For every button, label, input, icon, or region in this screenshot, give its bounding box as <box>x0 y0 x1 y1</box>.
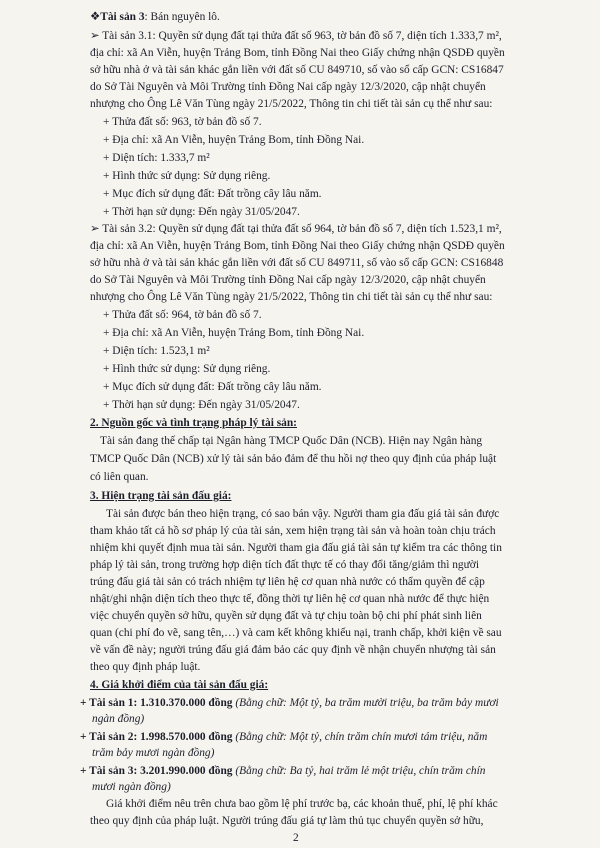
asset31-detail-term: + Thời hạn sử dụng: Đến ngày 31/05/2047. <box>103 206 300 218</box>
section4-closing-2: theo quy định của pháp luật. Người trúng đấu giá tự làm thủ tục chuyển quyền sở hữu, <box>90 815 484 827</box>
section3-line-8: quan (chi phí đo vẽ, sang tên,…) và cam kết không khiếu nại, tranh chấp, khởi kiện về sau <box>90 627 502 639</box>
asset32-detail-term: + Thời hạn sử dụng: Đến ngày 31/05/2047. <box>103 399 300 411</box>
asset32-detail-area: + Diện tích: 1.523,1 m² <box>103 345 210 357</box>
arrow-bullet-icon: ➢ <box>90 30 103 42</box>
price-asset-1 <box>80 696 499 710</box>
section4-heading: 4. Giá khởi điểm của tài sản đấu giá: <box>90 679 269 691</box>
asset3-label: Tài sản 3 <box>100 11 145 23</box>
asset32-detail-parcel: + Thửa đất số: 964, tờ bản đồ số 7. <box>103 309 262 321</box>
price-asset-3-words: (Bằng chữ: Ba tỷ, hai trăm lẻ một triệu, chín trăm chín <box>235 765 486 777</box>
section3-heading: 3. Hiện trạng tài sản đấu giá: <box>90 490 232 502</box>
section2-heading: 2. Nguồn gốc và tình trạng pháp lý tài sản: <box>90 417 297 429</box>
price-asset-3-label: + Tài sản 3: 3.201.990.000 đồng <box>80 765 233 777</box>
asset32-line-3: sở hữu nhà ở và tài sản khác gắn liền với đất số CU 849711, số vào sổ cấp GCN: CS16848 <box>90 257 504 269</box>
section3-line-1: Tài sản được bán theo hiện trạng, có sao bán vậy. Người tham gia đấu giá tài sản được <box>106 508 500 520</box>
price-asset-2 <box>80 730 487 744</box>
section3-line-7: việc chuyển quyền sở hữu, quyền sử dụng đất và tự chịu toàn bộ chi phí phát sinh liên <box>90 610 482 622</box>
asset31-line-5: nhượng cho Ông Lê Văn Tùng ngày 21/5/2022, Thông tin chi tiết tài sản cụ thể như sau: <box>90 98 493 110</box>
asset31-line-1: ➢ Tài sản 3.1: Quyền sử dụng đất tại thửa đất số 963, tờ bản đồ số 7, diện tích 1.333,7 m², <box>90 30 502 42</box>
price-asset-1-words-cont: ngàn đồng) <box>92 713 145 725</box>
price-asset-2-words-cont: trăm bảy mươi ngàn đồng) <box>92 747 215 759</box>
asset32-line-1: ➢ Tài sản 3.2: Quyền sử dụng đất tại thửa đất số 964, tờ bản đồ số 7, diện tích 1.523,1 m², <box>90 223 502 235</box>
asset31-detail-area: + Diện tích: 1.333,7 m² <box>103 152 210 164</box>
asset31-detail-usage-form: + Hình thức sử dụng: Sử dụng riêng. <box>103 170 271 182</box>
section3-line-5: trúng đấu giá tài sản có trách nhiệm tự liên hệ cơ quan nhà nước có thẩm quyền để cập <box>90 576 485 588</box>
section3-line-10: theo quy định pháp luật. <box>90 661 201 673</box>
arrow-bullet-icon: ➢ <box>90 223 103 235</box>
asset31-detail-address: + Địa chỉ: xã An Viễn, huyện Trảng Bom, tỉnh Đồng Nai. <box>103 134 365 146</box>
price-asset-3 <box>80 764 485 778</box>
section3-line-6: nhật/ghi nhận diện tích theo thực tế, đồng thời tự liên hệ cơ quan nhà nước để thực hiện <box>90 593 490 605</box>
asset32-line-5: nhượng cho Ông Lê Văn Tùng ngày 21/5/2022, Thông tin chi tiết tài sản cụ thể như sau: <box>90 291 493 303</box>
asset31-line-3: sở hữu nhà ở và tài sản khác gắn liền với đất số CU 849710, số vào sổ cấp GCN: CS16847 <box>90 64 504 76</box>
section4-closing-1: Giá khởi điểm nêu trên chưa bao gồm lệ phí trước bạ, các khoản thuế, phí, lệ phí khác <box>106 798 498 810</box>
section2-line-3: có liên quan. <box>90 471 149 483</box>
price-asset-2-label: + Tài sản 2: 1.998.570.000 đồng <box>80 731 233 743</box>
price-asset-1-words: (Bằng chữ: Một tỷ, ba trăm mười triệu, ba trăm bảy mươi <box>235 697 499 709</box>
asset32-line-4: do Sở Tài Nguyên và Môi Trường tỉnh Đồng Nai cấp ngày 12/3/2020, cập nhật chuyển <box>90 274 486 286</box>
asset31-line-4: do Sở Tài Nguyên và Môi Trường tỉnh Đồng Nai cấp ngày 12/3/2020, cập nhật chuyển <box>90 81 486 93</box>
asset32-line-2: địa chỉ: xã An Viễn, huyện Trảng Bom, tỉnh Đồng Nai theo Giấy chứng nhận QSDĐ quyền <box>90 240 505 252</box>
asset31-detail-parcel: + Thửa đất số: 963, tờ bản đồ số 7. <box>103 116 262 128</box>
asset3-title-rest: : Bán nguyên lô. <box>144 11 220 23</box>
section3-line-2: tham khảo tất cả hồ sơ pháp lý của tài sản, xem hiện trạng tài sản và hoàn toàn chịu trách <box>90 525 496 537</box>
page-number: 2 <box>293 832 299 844</box>
price-asset-2-words: (Bằng chữ: Một tỷ, chín trăm chín mươi tám triệu, năm <box>235 731 488 743</box>
asset32-detail-address: + Địa chỉ: xã An Viễn, huyện Trảng Bom, tỉnh Đồng Nai. <box>103 327 365 339</box>
section2-line-1: Tài sản đang thế chấp tại Ngân hàng TMCP Quốc Dân (NCB). Hiện nay Ngân hàng <box>100 435 483 447</box>
asset31-line-2: địa chỉ: xã An Viễn, huyện Trảng Bom, tỉnh Đồng Nai theo Giấy chứng nhận QSDĐ quyền <box>90 47 505 59</box>
price-asset-1-label: + Tài sản 1: 1.310.370.000 đồng <box>80 697 233 709</box>
asset3-heading <box>90 10 220 24</box>
diamond-bullet-icon: ❖ <box>90 11 101 23</box>
asset32-detail-purpose: + Mục đích sử dụng đất: Đất trồng cây lâu năm. <box>103 381 322 393</box>
section2-line-2: TMCP Quốc Dân (NCB) xử lý tài sản bảo đảm để thu hồi nợ theo quy định của pháp luật <box>90 453 497 465</box>
asset32-detail-usage-form: + Hình thức sử dụng: Sử dụng riêng. <box>103 363 271 375</box>
section3-line-4: pháp lý tài sản, trong trường hợp diện tích đất thực tế có thay đổi tăng/giảm thì người <box>90 559 479 571</box>
section3-line-3: nhiệm khi quyết định mua tài sản. Người tham gia đấu giá tài sản tự kiểm tra các thông tin <box>90 542 502 554</box>
asset31-detail-purpose: + Mục đích sử dụng đất: Đất trồng cây lâu năm. <box>103 188 322 200</box>
price-asset-3-words-cont: mươi ngàn đồng) <box>92 781 171 793</box>
section3-line-9: về vấn đề này; người trúng đấu giá đảm bảo các quy định về nhận chuyển nhượng tài sản <box>90 644 496 656</box>
